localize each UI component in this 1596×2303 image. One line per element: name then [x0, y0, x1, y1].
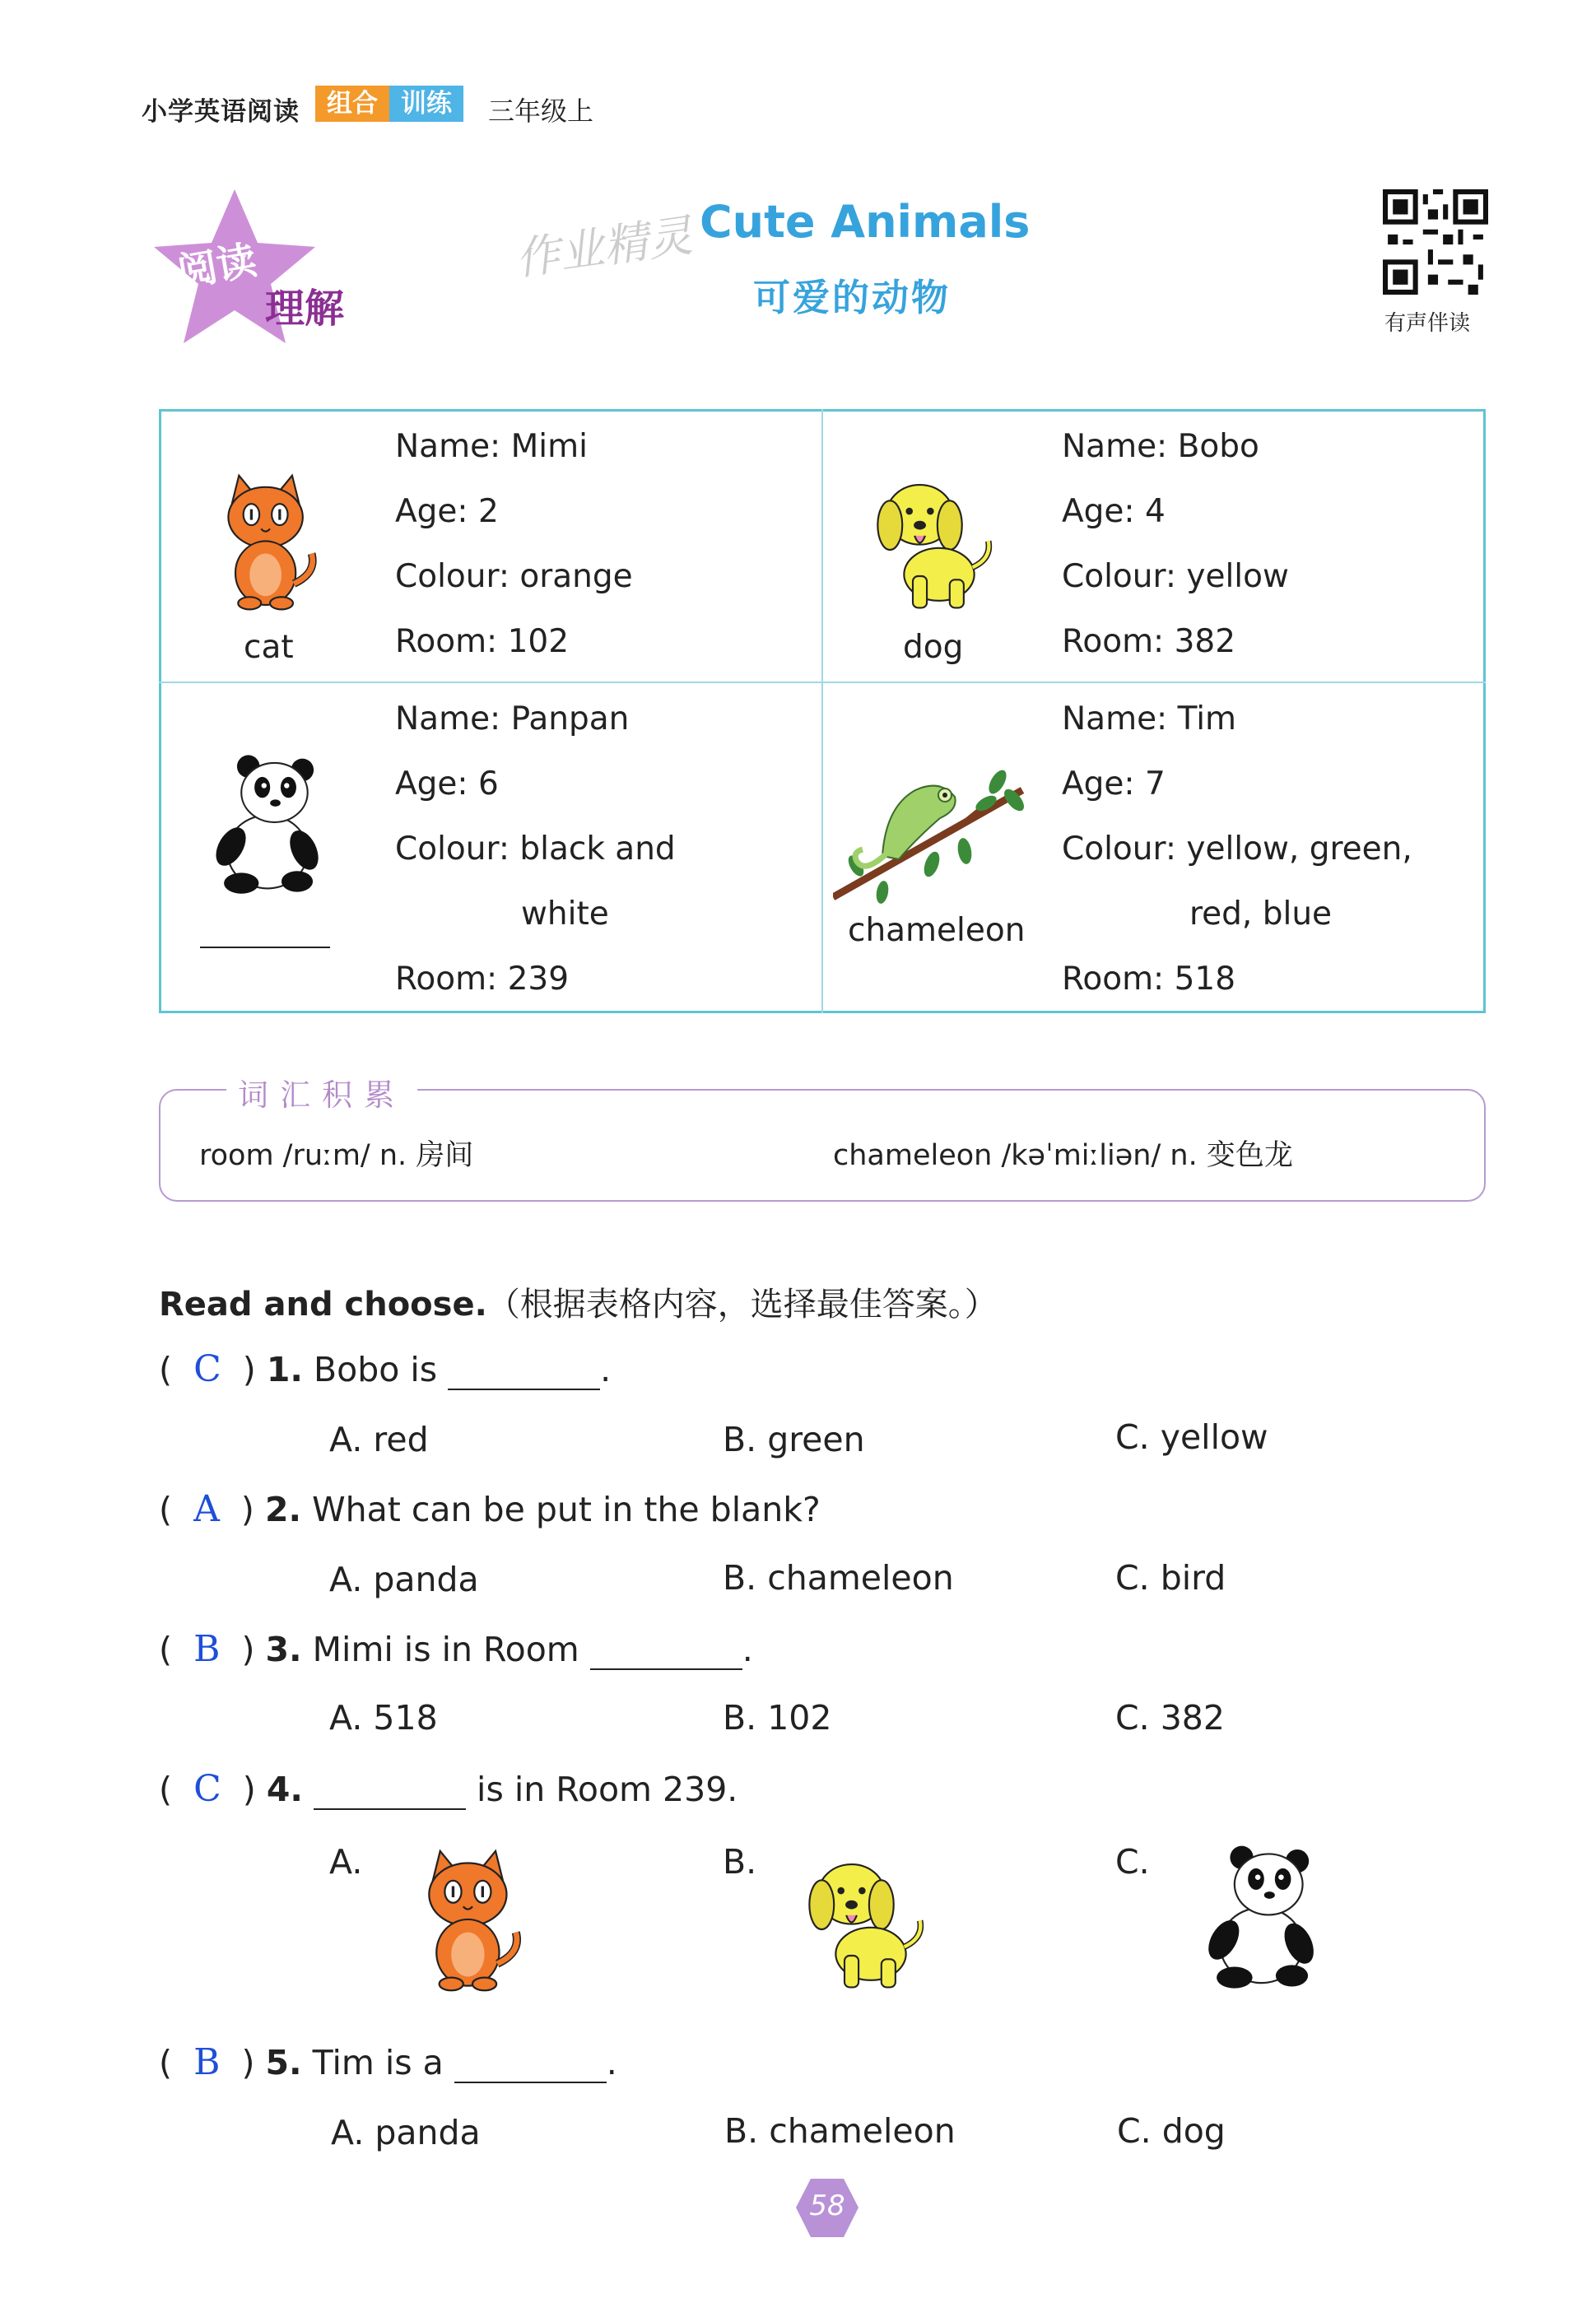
- animal-room: Room: 239: [395, 961, 570, 998]
- title-chinese: 可爱的动物: [753, 276, 952, 319]
- animal-age: Age: 4: [1062, 493, 1166, 530]
- animal-colour-continued: white: [521, 896, 609, 933]
- answer-blank[interactable]: [454, 2052, 607, 2083]
- vocab-title: 词汇积累: [226, 1070, 417, 1114]
- animal-age: Age: 2: [395, 493, 499, 530]
- exercise-instruction: Read and choose.（根据表格内容，选择最佳答案。）: [159, 1286, 998, 1324]
- option-c[interactable]: C. 382: [1115, 1698, 1225, 1738]
- animal-room: Room: 102: [395, 623, 570, 660]
- option-b[interactable]: B. chameleon: [724, 2111, 956, 2151]
- dog-image: [852, 471, 1013, 616]
- option-a[interactable]: A. panda: [331, 2113, 481, 2152]
- animal-colour: Colour: yellow: [1062, 558, 1289, 595]
- book-title: 小学英语阅读: [142, 97, 300, 127]
- qr-code-icon[interactable]: [1383, 189, 1488, 295]
- answer-mark: C: [193, 1768, 221, 1810]
- question-1: ( C ) 1. Bobo is .: [159, 1348, 612, 1390]
- section-badge-line2: 理解: [265, 286, 345, 332]
- option-c[interactable]: C. bird: [1115, 1558, 1226, 1598]
- animal-info-card: [1062, 414, 1289, 674]
- answer-mark: C: [193, 1348, 221, 1390]
- caption-blank: [200, 945, 330, 948]
- animal-colour-continued: red, blue: [1189, 896, 1333, 933]
- option-c[interactable]: C. dog: [1117, 2111, 1226, 2151]
- animal-colour: Colour: black and: [395, 830, 676, 868]
- animal-info-card: [1062, 686, 1412, 1012]
- animal-name: Name: Tim: [1062, 700, 1237, 737]
- book-badge-training: 训练: [389, 86, 463, 122]
- option-b-dog-image[interactable]: [784, 1850, 945, 1995]
- animal-room: Room: 518: [1062, 961, 1236, 998]
- question-3: ( B ) 3. Mimi is in Room .: [159, 1628, 753, 1670]
- table-divider-vertical: [821, 409, 823, 1013]
- book-badge-combo: 组合: [315, 86, 389, 122]
- animal-caption: chameleon: [848, 912, 1026, 949]
- animal-info-card: [395, 414, 633, 674]
- option-c-panda-image[interactable]: [1189, 1840, 1333, 1992]
- cat-image: [212, 468, 328, 616]
- animal-info-card: [395, 686, 676, 1012]
- animal-colour: Colour: orange: [395, 558, 633, 595]
- answer-blank[interactable]: [314, 1779, 466, 1810]
- question-5: ( B ) 5. Tim is a .: [159, 2041, 617, 2083]
- option-a[interactable]: A.: [329, 1842, 363, 1882]
- animal-room: Room: 382: [1062, 623, 1236, 660]
- animal-caption: dog: [903, 629, 964, 666]
- animal-age: Age: 6: [395, 765, 499, 803]
- option-a[interactable]: A. red: [329, 1420, 429, 1459]
- answer-blank[interactable]: [590, 1639, 742, 1670]
- section-badge-line1: 阅读: [174, 237, 260, 296]
- animal-colour: Colour: yellow, green,: [1062, 830, 1412, 868]
- animal-age: Age: 7: [1062, 765, 1166, 803]
- answer-mark: A: [193, 1488, 220, 1530]
- grade-label: 三年级上: [488, 95, 594, 127]
- option-b[interactable]: B. chameleon: [723, 1558, 954, 1598]
- animal-name: Name: Mimi: [395, 428, 588, 465]
- question-4: ( C ) 4. is in Room 239.: [159, 1768, 738, 1810]
- qr-label: 有声伴读: [1384, 311, 1471, 336]
- option-c[interactable]: C. yellow: [1115, 1417, 1268, 1457]
- question-2: ( A ) 2. What can be put in the blank?: [159, 1488, 821, 1530]
- option-b[interactable]: B. 102: [723, 1698, 832, 1738]
- animal-name: Name: Panpan: [395, 700, 630, 737]
- answer-mark: B: [193, 1628, 221, 1670]
- option-b[interactable]: B.: [723, 1842, 757, 1882]
- page-number: 58: [809, 2189, 845, 2222]
- animal-name: Name: Bobo: [1062, 428, 1259, 465]
- option-b[interactable]: B. green: [723, 1420, 865, 1459]
- panda-image: [198, 749, 337, 897]
- animal-caption: cat: [244, 629, 294, 666]
- watermark: 作业精灵: [512, 209, 696, 286]
- table-divider-horizontal: [159, 682, 1486, 683]
- vocab-entry-room: room /ruːm/ n. 房间: [199, 1139, 474, 1172]
- option-c[interactable]: C.: [1115, 1842, 1150, 1882]
- answer-blank[interactable]: [448, 1359, 600, 1390]
- title-english: Cute Animals: [700, 196, 1031, 248]
- option-a-cat-image[interactable]: [412, 1844, 533, 1996]
- chameleon-image: [833, 757, 1026, 905]
- option-a[interactable]: A. 518: [329, 1698, 438, 1738]
- option-a[interactable]: A. panda: [329, 1560, 479, 1599]
- vocab-entry-chameleon: chameleon /kəˈmiːliən/ n. 变色龙: [833, 1139, 1293, 1172]
- answer-mark: B: [193, 2041, 221, 2083]
